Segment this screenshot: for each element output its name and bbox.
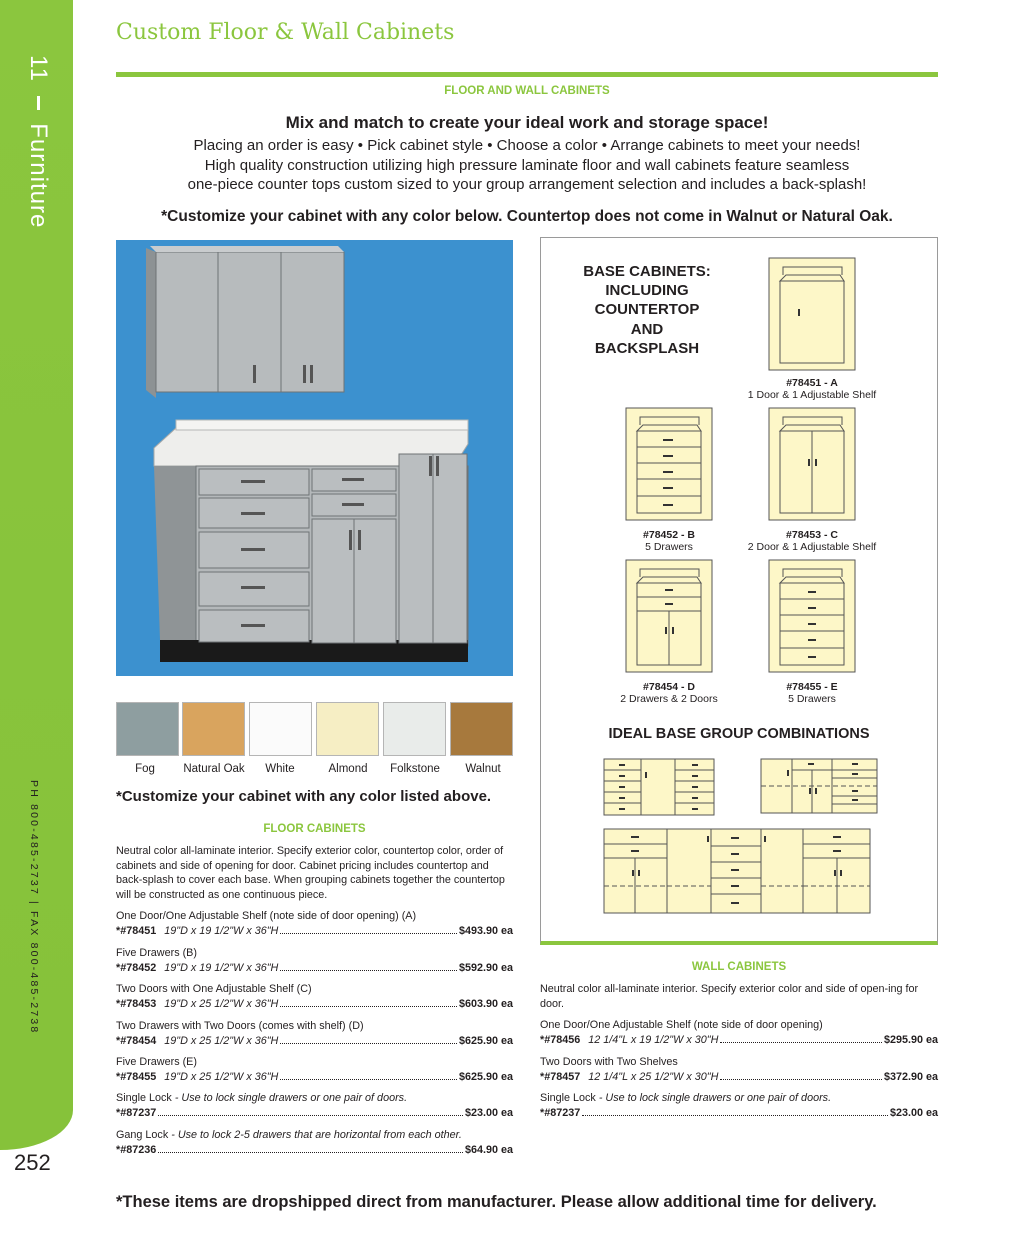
cabinet-b-caption [589, 529, 749, 553]
swatch-natural-oak [182, 702, 245, 756]
cabinet-code: #78452 - B [643, 529, 695, 541]
cabinet-desc: 2 Door & 1 Adjustable Shelf [747, 541, 877, 553]
cabinet-code: #78451 - A [786, 377, 838, 389]
cabinet-e-drawing [768, 559, 856, 673]
product-item [116, 909, 513, 938]
contact-info: PH 800-485-2737 | FAX 800-485-2738 [28, 780, 40, 1035]
intro-line: one-piece counter tops custom sized to your group arrangement selection and includes a back-splash! [187, 176, 867, 193]
product-sku: *#78456 [540, 1033, 581, 1046]
headline: Mix and match to create your ideal work and storage space! [285, 113, 769, 132]
page-title: Custom Floor & Wall Cabinets [116, 20, 455, 45]
cabinet-desc: 2 Drawers & 2 Doors [620, 693, 718, 705]
lock-sku: *#87237 [540, 1106, 581, 1119]
product-sku: *#78451 [116, 924, 157, 937]
product-item [116, 946, 513, 975]
swatch-almond [316, 702, 379, 756]
cabinet-e-caption [732, 681, 892, 705]
product-sku: *#78454 [116, 1034, 157, 1047]
product-price: $625.90 ea [458, 1034, 513, 1047]
product-name: Two Doors with Two Shelves [540, 1056, 678, 1068]
customize-note: *Customize your cabinet with any color below. Countertop does not come in Walnut or Natural Oak. [161, 208, 893, 225]
swatch-label: Folkstone [390, 763, 440, 775]
product-dims: 19"D x 19 1/2"W x 36"H [164, 961, 279, 974]
swatch-label: Natural Oak [183, 763, 245, 775]
product-item [116, 1019, 513, 1048]
lock-note: - Use to lock single drawers or one pair of doors. [595, 1092, 832, 1104]
product-price: $592.90 ea [458, 961, 513, 974]
wall-description: Neutral color all-laminate interior. Specify exterior color and side of open-ing for door. [540, 983, 919, 1010]
base-cabinets-heading: BASE CABINETS: INCLUDING COUNTERTOP AND BACKSPLASH [583, 263, 711, 357]
page-number: 252 [14, 1150, 51, 1175]
lock-name: Gang Lock [116, 1129, 169, 1141]
lock-price: $64.90 ea [464, 1143, 513, 1156]
product-price: $603.90 ea [458, 997, 513, 1010]
cabinet-code: #78454 - D [643, 681, 695, 693]
cabinet-photo [116, 240, 513, 676]
sub-heading: FLOOR AND WALL CABINETS [444, 85, 610, 97]
cabinet-code: #78453 - C [786, 529, 838, 541]
product-sku: *#78455 [116, 1070, 157, 1083]
product-price: $625.90 ea [458, 1070, 513, 1083]
color-note: *Customize your cabinet with any color listed above. [116, 788, 492, 805]
swatch-walnut [450, 702, 513, 756]
product-name: One Door/One Adjustable Shelf (note side of door opening) [540, 1019, 823, 1031]
product-dims: 12 1/4"L x 25 1/2"W x 30"H [588, 1070, 719, 1083]
lock-item [116, 1128, 513, 1157]
intro-line: Placing an order is easy • Pick cabinet style • Choose a color • Arrange cabinets to meet your needs! [193, 137, 861, 154]
product-item [540, 1055, 938, 1084]
cabinet-desc: 5 Drawers [645, 541, 693, 553]
cabinet-code: #78455 - E [786, 681, 838, 693]
combination-1-drawing [603, 758, 715, 816]
product-price: $372.90 ea [883, 1070, 938, 1083]
swatch-label: White [265, 763, 295, 775]
product-dims: 19"D x 25 1/2"W x 36"H [164, 1070, 279, 1083]
wall-section-title: WALL CABINETS [691, 961, 787, 973]
lock-sku: *#87237 [116, 1106, 157, 1119]
swatch-label: Walnut [465, 763, 501, 775]
cabinet-a-caption [732, 377, 892, 401]
product-name: Two Drawers with Two Doors (comes with shelf) (D) [116, 1020, 364, 1032]
floor-description: Neutral color all-laminate interior. Specify exterior color, countertop color, order of cabinets and side of opening for door. Cabinet pricing includes countertop and back-splash to cover each base. When grouping cabinets together the countertop will be constructed as one continuous piece. [116, 845, 505, 901]
cabinet-b-drawing [625, 407, 713, 521]
product-name: Five Drawers (E) [116, 1056, 197, 1068]
product-price: $493.90 ea [458, 924, 513, 937]
product-dims: 19"D x 25 1/2"W x 36"H [164, 997, 279, 1010]
intro-line: High quality construction utilizing high pressure laminate floor and wall cabinets feature seamless [204, 156, 850, 174]
lock-name: Single Lock [540, 1092, 596, 1104]
cabinet-d-drawing [625, 559, 713, 673]
floor-section-title: FLOOR CABINETS [263, 823, 366, 835]
combination-2-drawing [760, 758, 878, 814]
product-dims: 12 1/4"L x 19 1/2"W x 30"H [588, 1033, 719, 1046]
lock-item [116, 1091, 513, 1120]
swatch-folkstone [383, 702, 446, 756]
product-item [116, 982, 513, 1011]
product-item [116, 1055, 513, 1084]
cabinet-desc: 5 Drawers [788, 693, 836, 705]
product-price: $295.90 ea [883, 1033, 938, 1046]
product-name: One Door/One Adjustable Shelf (note side of door opening) (A) [116, 910, 417, 922]
cabinet-a-drawing [768, 257, 856, 371]
lock-sku: *#87236 [116, 1143, 157, 1156]
combination-3-drawing [603, 828, 871, 914]
lock-note: - Use to lock single drawers or one pair of doors. [171, 1092, 408, 1104]
swatch-label: Almond [328, 763, 368, 775]
lock-note: - Use to lock 2-5 drawers that are horizontal from each other. [168, 1129, 462, 1141]
product-sku: *#78453 [116, 997, 157, 1010]
section-number: 11 [25, 55, 52, 82]
cabinet-desc: 1 Door & 1 Adjustable Shelf [747, 389, 877, 401]
section-label [22, 55, 52, 235]
title-divider [116, 72, 938, 77]
cabinet-c-drawing [768, 407, 856, 521]
lock-price: $23.00 ea [889, 1106, 938, 1119]
product-item [540, 1018, 938, 1047]
footer-note: *These items are dropshipped direct from manufacturer. Please allow additional time for delivery. [116, 1193, 877, 1211]
swatch-white [249, 702, 312, 756]
lock-name: Single Lock [116, 1092, 172, 1104]
lock-item [540, 1091, 938, 1120]
product-dims: 19"D x 19 1/2"W x 36"H [164, 924, 279, 937]
cabinet-d-caption [589, 681, 749, 705]
product-name: Five Drawers (B) [116, 947, 197, 959]
product-dims: 19"D x 25 1/2"W x 36"H [164, 1034, 279, 1047]
product-sku: *#78457 [540, 1070, 581, 1083]
section-name: Furniture [25, 123, 52, 229]
combinations-title: IDEAL BASE GROUP COMBINATIONS [608, 726, 870, 742]
swatch-fog [116, 702, 179, 756]
lock-price: $23.00 ea [464, 1106, 513, 1119]
intro-text [116, 136, 938, 195]
cabinet-c-caption [732, 529, 892, 553]
product-sku: *#78452 [116, 961, 157, 974]
product-name: Two Doors with One Adjustable Shelf (C) [116, 983, 312, 995]
swatch-label: Fog [135, 763, 155, 775]
